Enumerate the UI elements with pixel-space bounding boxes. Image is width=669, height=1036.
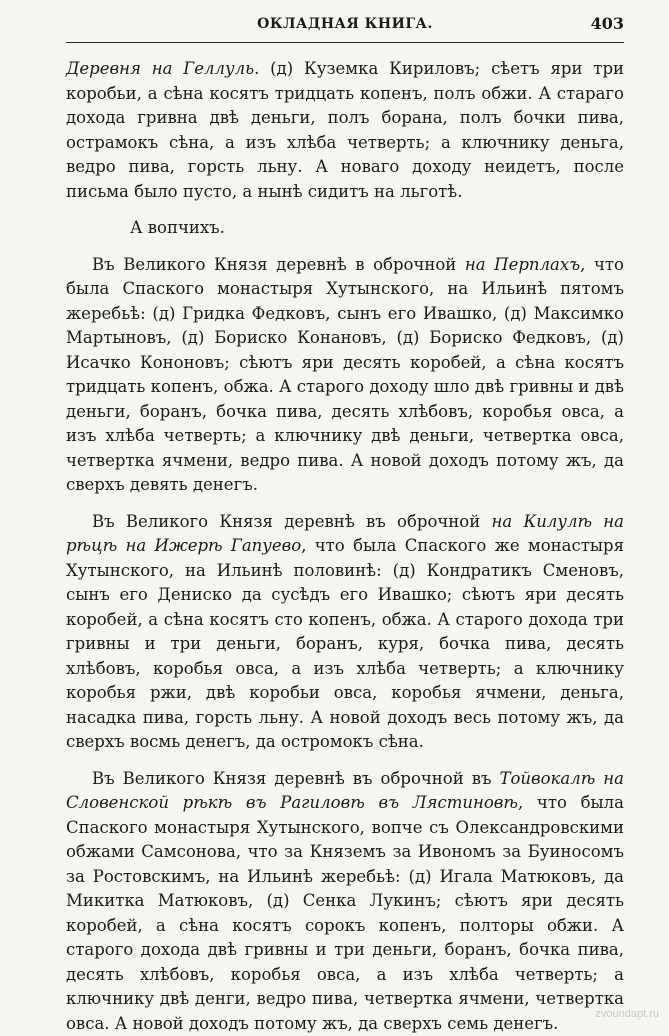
paragraph-2: [66, 253, 624, 498]
text-run: , что была Спаского монастыря Хутынского, на Ильинѣ пятомъ жеребьѣ: (д) Гридка Федковъ, сынъ его Ивашко, (д) Максимко Мартыновъ, (д) Бориско Конановъ, (д) Бориско Федковъ, (д) Исачко Кононовъ; сѣютъ яри десять коробей, а сѣна косятъ тридцать копенъ, обжа. А старого доходу шло двѣ гривны и двѣ деньги, боранъ, бочка пива, десять хлѣбовъ, коробья овса, а изъ хлѣба четверть; а ключнику двѣ деньги, четвертка овса, четвертка ячмени, ведро пива. А новой доходъ потому жъ, да сверхъ девять денегъ.: [66, 255, 624, 495]
running-title: ОКЛАДНАЯ КНИГА.: [66, 16, 624, 32]
paragraph-4: [66, 767, 624, 1036]
place-name: на Килулѣ на рѣцѣ на Ижерѣ Гапуево: [66, 512, 624, 556]
place-name: Деревня на Геллуль: [66, 59, 254, 78]
text-run: Въ Великого Князя деревнѣ в оброчной: [92, 255, 465, 274]
watermark-text: zvoundapt.ru: [595, 1008, 659, 1020]
page-number: 403: [591, 14, 624, 33]
paragraph-3: [66, 510, 624, 755]
place-name: Тойвокалѣ на Словенской рѣкѣ въ Рагиловѣ въ Лястиновѣ: [66, 769, 624, 813]
text-run: Въ Великого Князя деревнѣ въ оброчной: [92, 512, 492, 531]
page-body: [66, 57, 624, 1036]
paragraph-1: [66, 57, 624, 204]
text-run: А вопчихъ.: [130, 218, 225, 237]
section-subheading: [66, 216, 624, 241]
place-name: на Перплахъ: [465, 255, 580, 274]
page-header: [66, 12, 624, 43]
text-run: Въ Великого Князя деревнѣ въ оброчной въ: [92, 769, 499, 788]
document-page: [66, 12, 624, 1036]
text-run: , что была Спаского же монастыря Хутынского, на Ильинѣ половинѣ: (д) Кондратикъ Сменовъ, сынъ его Дениско да сусѣдъ его Ивашко; сѣютъ яри десять коробей, а сѣна косятъ сто копенъ, обжа. А старого дохода три гривны и три деньги, боранъ, куря, бочка пива, десять хлѣбовъ, коробья овса, а изъ хлѣба четверть; а ключнику коробья ржи, двѣ коробьи овса, коробья ячмени, деньга, насадка пива, горсть льну. А новой доходъ весь потому жъ, да сверхъ восмь денегъ, да остромокъ сѣна.: [66, 536, 624, 751]
text-run: , что была Спаского монастыря Хутынского, вопче съ Олександровскими обжами Самсонова, что за Княземъ за Ивономъ за Буиносомъ за Ростовскимъ, на Ильинѣ жеребьѣ: (д) Игала Матюковъ, да Микитка Матюковъ, (д) Сенка Лукинъ; сѣютъ яри десять коробей, а сѣна косятъ сорокъ копенъ, полторы обжи. А старого дохода двѣ гривны и три деньги, боранъ, бочка пива, десять хлѣбовъ, коробья овса, а изъ хлѣба четверть; а ключнику двѣ денги, ведро пива, четвертка ячмени, четвертка овса. А новой доходъ потому жъ, да сверхъ семь денегъ.: [66, 793, 624, 1033]
text-run: . (д) Куземка Кириловъ; сѣетъ яри три коробьи, а сѣна косятъ тридцать копенъ, полъ обжи. А стараго дохода гривна двѣ деньги, полъ борана, полъ бочки пива, острамокъ сѣна, а изъ хлѣба четверть; а ключнику деньга, ведро пива, горсть льну. А новаго доходу неидетъ, после письма было пусто, а нынѣ сидитъ на льготѣ.: [66, 59, 624, 201]
